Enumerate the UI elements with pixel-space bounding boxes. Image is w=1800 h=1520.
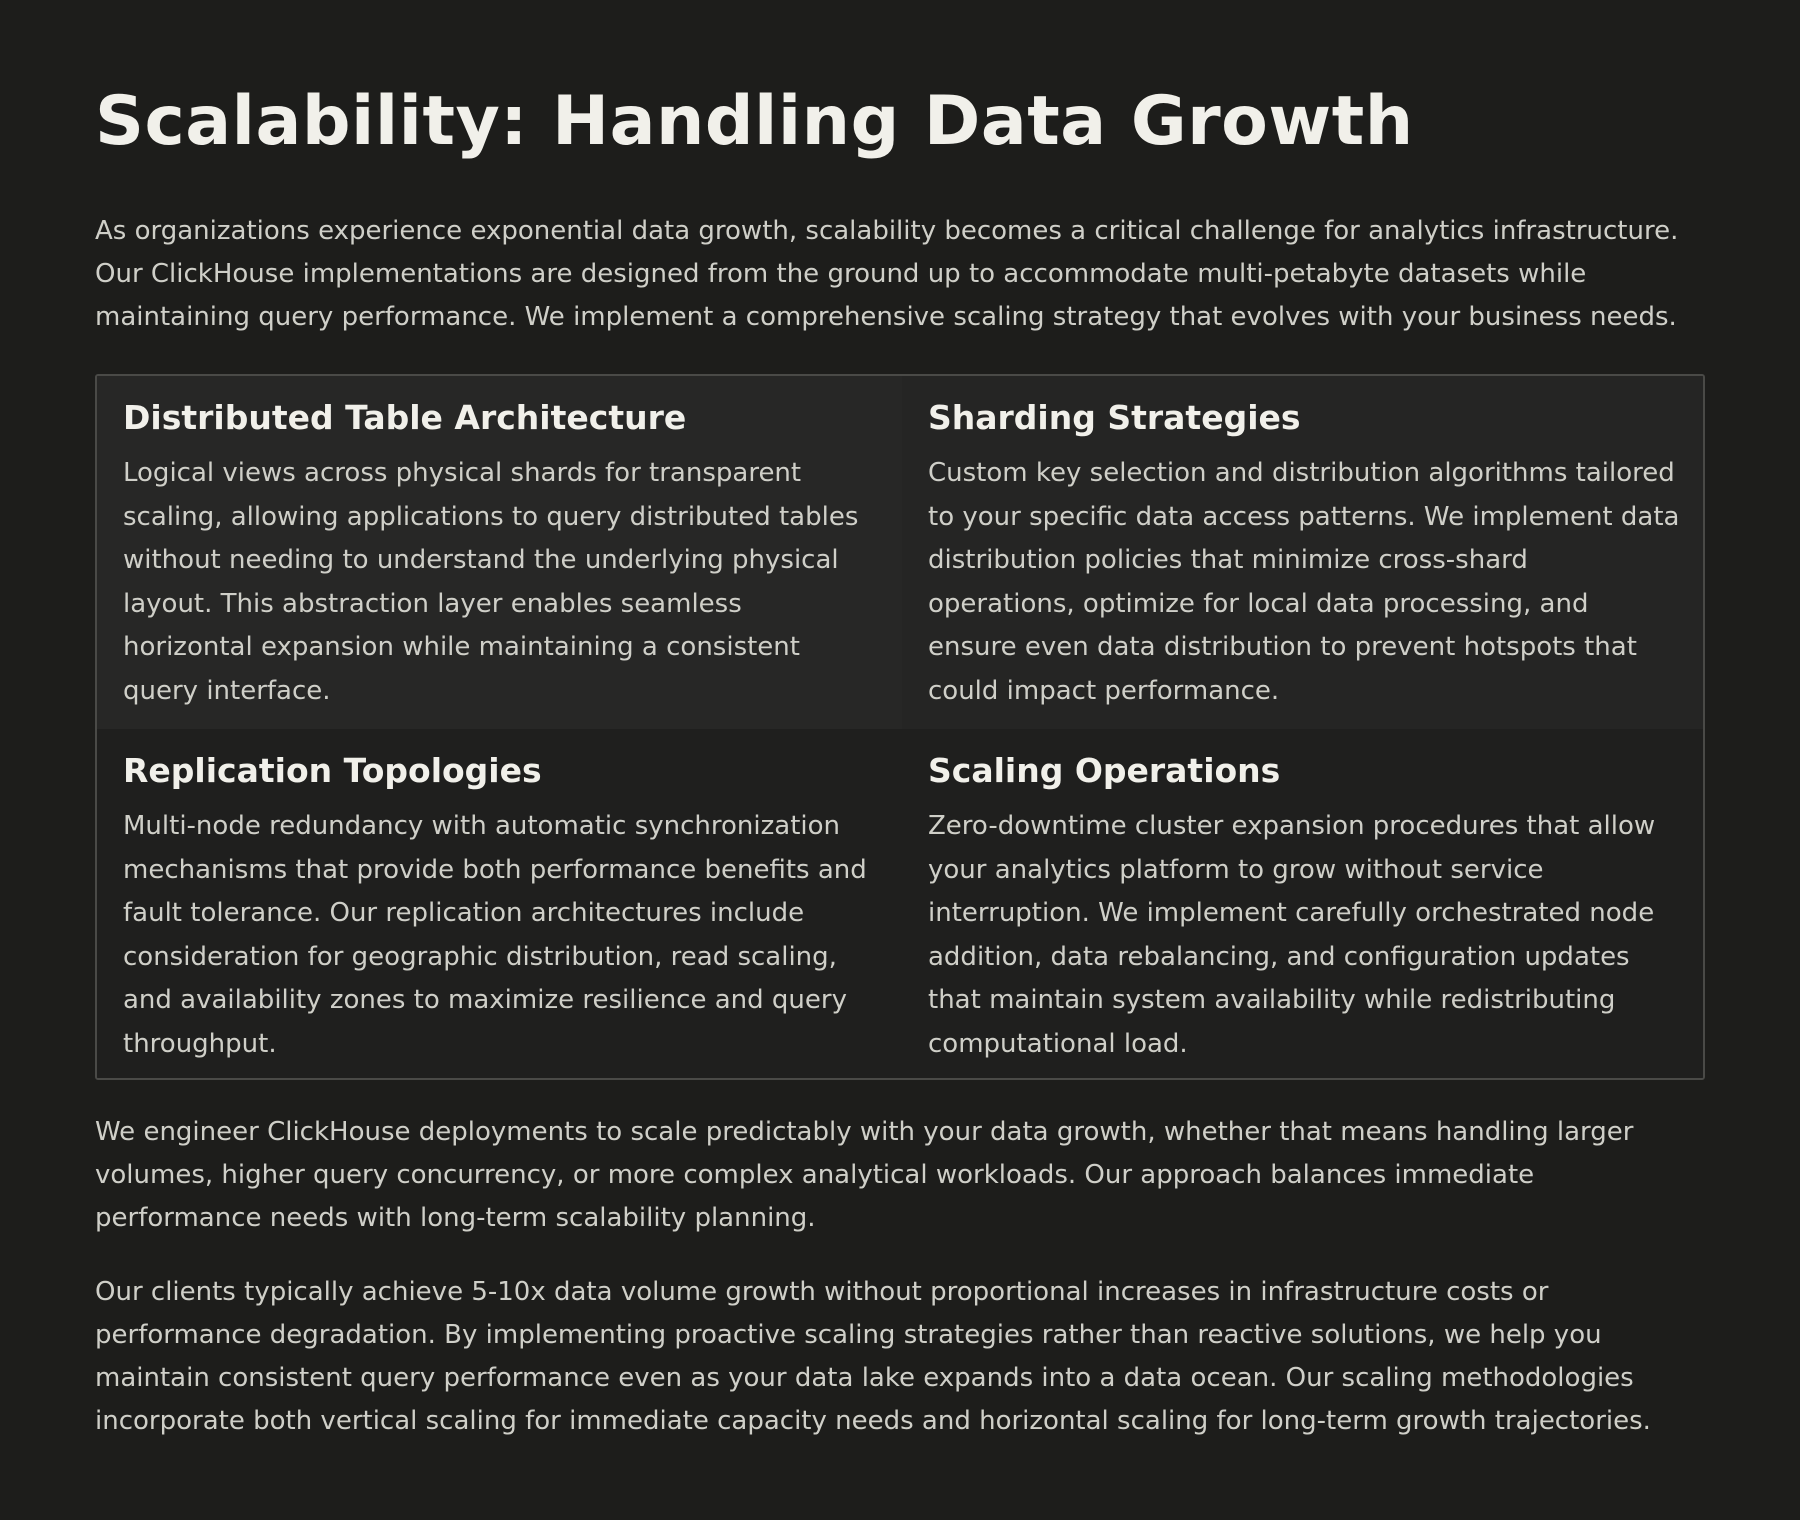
- page-title: Scalability: Handling Data Growth: [95, 82, 1414, 161]
- card-text: Custom key selection and distribution algorithms tailored to your specific data access patterns. We implement data distribution policies that minimize cross-shard operations, optimize for local data processing, and ensure even data distribution to prevent hotspots that could impact performance.: [928, 458, 1680, 706]
- card-text: Zero-downtime cluster expansion procedures that allow your analytics platform to grow without service interruption. We implement carefully orchestrated node addition, data rebalancing, and configuration updates that maintain system availability while redistributing computational load.: [928, 811, 1656, 1059]
- card-title: Sharding Strategies: [928, 398, 1301, 437]
- card-title: Distributed Table Architecture: [123, 398, 687, 437]
- closing-paragraph-2: Our clients typically achieve 5-10x data volume growth without proportional increases in infrastructure costs or performance degradation. By implementing proactive scaling strategies rather than reactive solutions, we help you maintain consistent query performance even as your data lake expands into a data ocean. Our scaling methodologies incorporate both vertical scaling for immediate capacity needs and horizontal scaling for long-term growth trajectories.: [95, 1277, 1651, 1436]
- feature-grid: [95, 374, 1705, 1080]
- card-title: Scaling Operations: [928, 751, 1281, 790]
- card-distributed-table-architecture: [97, 376, 902, 729]
- intro-paragraph: As organizations experience exponential data growth, scalability becomes a critical challenge for analytics infrastructure. Our ClickHouse implementations are designed from the ground up to accommodate multi-petabyte datasets while maintaining query performance. We implement a comprehensive scaling strategy that evolves with your business needs.: [95, 216, 1679, 332]
- card-text: Multi-node redundancy with automatic synchronization mechanisms that provide both performance benefits and fault tolerance. Our replication architectures include consideration for geographic distribution, read scaling, and availability zones to maximize resilience and query throughput.: [123, 811, 867, 1059]
- card-title: Replication Topologies: [123, 751, 542, 790]
- closing-paragraph-1: We engineer ClickHouse deployments to scale predictably with your data growth, whether that means handling larger volumes, higher query concurrency, or more complex analytical workloads. Our approach balances immediate performance needs with long-term scalability planning.: [95, 1117, 1634, 1233]
- card-replication-topologies: [97, 729, 902, 1080]
- card-scaling-operations: [902, 729, 1705, 1080]
- card-text: Logical views across physical shards for transparent scaling, allowing applications to query distributed tables without needing to understand the underlying physical layout. This abstraction layer enables seamless horizontal expansion while maintaining a consistent query interface.: [123, 458, 859, 706]
- card-sharding-strategies: [902, 376, 1705, 729]
